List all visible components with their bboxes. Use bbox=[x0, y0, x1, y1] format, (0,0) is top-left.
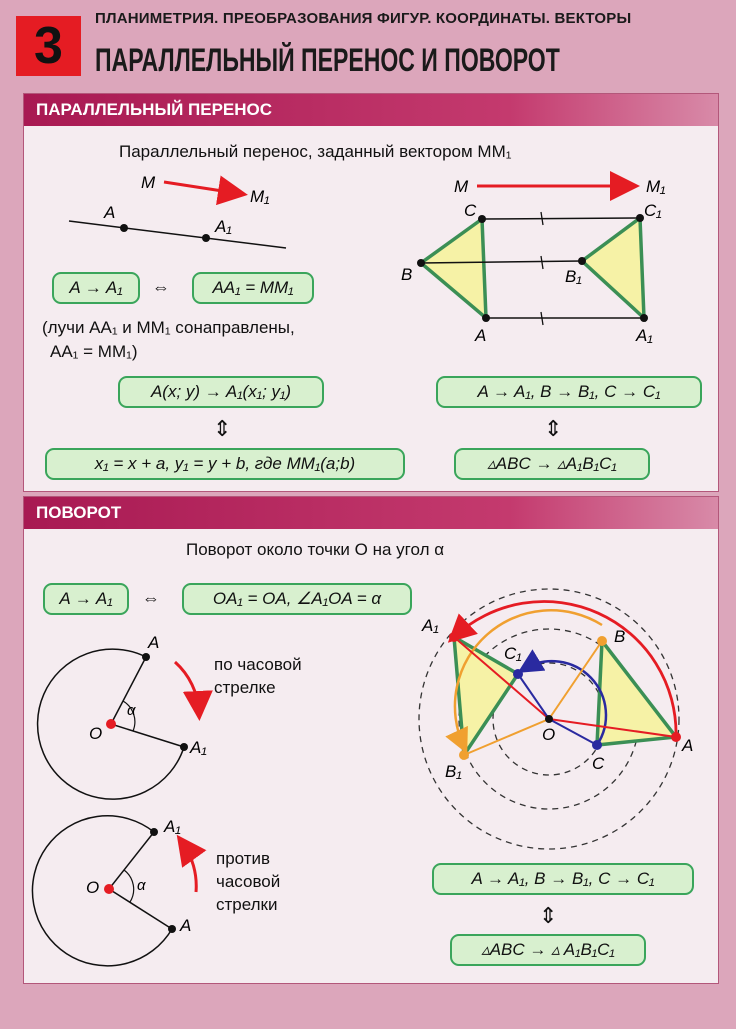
note-line-1: (лучи AA₁ и MM₁ сонаправлены, bbox=[42, 318, 295, 337]
page-title: ПАРАЛЛЕЛЬНЫЙ ПЕРЕНОС И ПОВОРОТ bbox=[95, 42, 560, 78]
label-alpha-cw: α bbox=[127, 702, 136, 719]
rot-formula-triangle-map: ▵ABC → ▵ A₁B₁C₁ bbox=[450, 934, 646, 966]
label-m-right: M bbox=[454, 177, 469, 196]
label-c1-big: C₁ bbox=[504, 644, 522, 663]
formula-triangle-map: ▵ABC → ▵A₁B₁C₁ bbox=[454, 448, 650, 480]
implies-down-right: ⇕ bbox=[544, 416, 563, 441]
label-c1: C₁ bbox=[644, 201, 662, 220]
translation-heading: ПАРАЛЛЕЛЬНЫЙ ПЕРЕНОС bbox=[24, 94, 718, 126]
label-b-big: B bbox=[614, 627, 626, 646]
label-a-ccw: A bbox=[180, 916, 192, 935]
rotation-diagrams bbox=[24, 497, 718, 983]
point-a1-left bbox=[202, 234, 210, 242]
label-a1-ccw: A₁ bbox=[164, 817, 181, 836]
note-line-2: AA₁ = MM₁) bbox=[50, 342, 138, 361]
ccw-caption: против часовой стрелки bbox=[216, 849, 281, 914]
rotation-caption: Поворот около точки O на угол α bbox=[186, 540, 445, 559]
label-b: B bbox=[401, 265, 413, 284]
formula-vector-equality: AA₁ = MM₁ bbox=[192, 272, 314, 304]
rot-implies-down: ⇕ bbox=[539, 903, 558, 928]
label-a1-left: A₁ bbox=[215, 217, 232, 236]
implies-down-left: ⇕ bbox=[213, 416, 232, 441]
label-b1-big: B₁ bbox=[445, 762, 462, 781]
label-a-big: A bbox=[682, 736, 694, 755]
formula-coordinate-equations: x₁ = x + a, y₁ = y + b, где MM₁(a;b) bbox=[45, 448, 405, 480]
line-aa1 bbox=[69, 221, 286, 248]
translation-panel bbox=[23, 93, 719, 492]
rotation-heading: ПОВОРОТ bbox=[24, 497, 718, 529]
label-o-cw: O bbox=[89, 724, 103, 743]
label-o-big: O bbox=[542, 725, 556, 744]
triangle-abc bbox=[421, 219, 486, 318]
triangle-a1b1c1 bbox=[582, 218, 644, 318]
cw-arrow bbox=[175, 662, 199, 712]
label-a1-cw: A₁ bbox=[190, 738, 207, 757]
cw-caption: по часовой стрелке bbox=[214, 655, 302, 697]
formula-coordinates: A(x; y) → A₁(x₁; y₁) bbox=[118, 376, 324, 408]
formula-point-maps: A → A₁, B → B₁, C → C₁ bbox=[436, 376, 702, 408]
rotation-panel bbox=[23, 496, 719, 984]
rot-formula-point-maps: A → A₁, B → B₁, C → C₁ bbox=[432, 863, 694, 895]
label-m1-left: M₁ bbox=[250, 187, 270, 206]
label-m-left: M bbox=[141, 173, 156, 192]
formula-rot-definition: OA₁ = OA, ∠A₁OA = α bbox=[182, 583, 412, 615]
label-m1-right: M₁ bbox=[646, 177, 666, 196]
label-b1: B₁ bbox=[565, 267, 582, 286]
label-c: C bbox=[464, 201, 477, 220]
ccw-arrow bbox=[182, 842, 196, 892]
label-a-cw: A bbox=[148, 633, 160, 652]
label-a-left: A bbox=[104, 203, 116, 222]
formula-rot-map: A → A₁ bbox=[43, 583, 129, 615]
translation-caption: Параллельный перенос, заданный вектором MM₁ bbox=[119, 142, 512, 161]
label-alpha-ccw: α bbox=[137, 877, 146, 894]
label-c-big: C bbox=[592, 754, 605, 773]
formula-map-a-a1: A → A₁ bbox=[52, 272, 140, 304]
segment-cc1 bbox=[482, 218, 640, 219]
label-a1-big: A₁ bbox=[422, 616, 439, 635]
label-a-right: A bbox=[475, 326, 487, 345]
point-a-left bbox=[120, 224, 128, 232]
rot-equivalence-symbol: ⇔ bbox=[142, 588, 160, 608]
section-number-badge: 3 bbox=[16, 16, 81, 76]
label-a1-right: A₁ bbox=[636, 326, 653, 345]
vector-mm1-left bbox=[164, 182, 242, 194]
equivalence-symbol: ⇔ bbox=[152, 277, 170, 297]
rot-triangle-abc bbox=[597, 641, 676, 745]
label-o-ccw: O bbox=[86, 878, 100, 897]
supertitle: ПЛАНИМЕТРИЯ. ПРЕОБРАЗОВАНИЯ ФИГУР. КООРДИНАТЫ. ВЕКТОРЫ bbox=[95, 10, 632, 27]
